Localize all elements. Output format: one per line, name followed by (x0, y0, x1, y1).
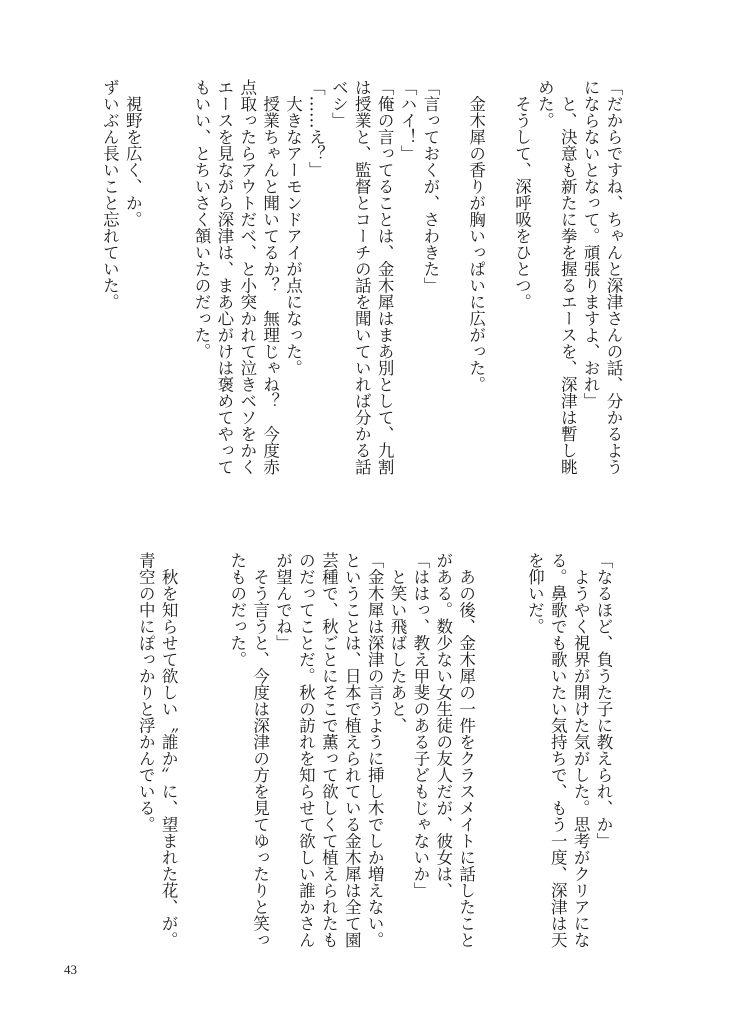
blank-line (179, 552, 202, 972)
text-line: 「ハイ！」 (397, 79, 417, 162)
text-line: を仰いだ。 (525, 552, 545, 635)
text-line: 「言っておくが、さわきた」 (420, 79, 440, 294)
text-line: にならないとなって。頑張りますよ、おれ」 (581, 79, 601, 409)
blank-line (487, 79, 510, 499)
text-line: 「金木犀は深津の言うように挿し木でしか増えない。 (365, 552, 385, 948)
text-line: のだってことだ。秋の訪れを知らせて欲しい誰かさん (296, 552, 316, 948)
text-line: めた。 (535, 79, 555, 129)
text-line: と笑い飛ばしたあと、 (387, 552, 407, 734)
upper-text-block (98, 79, 624, 499)
text-line: ずいぶん長いこと忘れていた。 (100, 79, 120, 310)
text-line: 青空の中にぽっかりと浮かんでいる。 (136, 552, 156, 833)
text-line: は授業と、監督とコーチの話を聞いていれば分かる話 (352, 79, 372, 475)
text-line: ということは、日本で植えられている金木犀は全て園 (342, 552, 362, 948)
blank-line (166, 79, 189, 499)
text-line: もいい、とちいさく頷いたのだった。 (191, 79, 211, 360)
text-line: ようやく視界が開けた気がした。思考がクリアにな (571, 552, 591, 948)
page-number: 43 (64, 962, 77, 977)
text-line: エースを見ながら深津は、まあ心がけは褒めてやって (214, 79, 234, 475)
text-line: 授業ちゃんと聞いてるか？ 無理じゃね？ 今度赤 (260, 79, 280, 475)
text-line: が望んでね」 (273, 552, 293, 651)
blank-line (477, 552, 500, 972)
blank-line (143, 79, 166, 499)
text-line: あの後、金木犀の一件をクラスメイトに話したこと (456, 552, 476, 948)
text-line: 「だからですね、ちゃんと深津さんの話、分かるよう (604, 79, 623, 475)
text-line: 金木犀の香りが胸いっぱいに広がった。 (466, 79, 486, 393)
blank-line (441, 79, 464, 499)
text-line: 大きなアーモンドアイが点になった。 (283, 79, 303, 376)
text-line: 「なるほど、負うた子に教えられ、か」 (594, 552, 613, 849)
text-line: 視野を広く、か。 (123, 79, 143, 228)
text-line: 秋を知らせて欲しい〝誰か〟に、望まれた花、が。 (159, 552, 179, 948)
text-line: と、決意も新たに拳を握るエースを、深津は暫し眺 (558, 79, 578, 475)
text-line: ベシ」 (329, 79, 349, 129)
text-line: そうして、深呼吸をひとつ。 (512, 79, 532, 310)
text-line: 芸種で、秋ごとにそこで薫って欲しくて植えられたも (319, 552, 339, 948)
blank-line (202, 552, 225, 972)
text-line: 「ははっ、教え甲斐のある子どもじゃないか」 (410, 552, 430, 899)
text-line: 「俺の言ってることは、金木犀はまあ別として、九割 (375, 79, 395, 475)
lower-text-block (133, 552, 614, 972)
blank-line (500, 552, 523, 972)
text-line: る。鼻歌でも歌いたい気持ちで、もう一度、深津は天 (548, 552, 568, 948)
text-line: がある。数少ない女生徒の友人だが、彼女は、 (433, 552, 453, 899)
text-line: 「……え？」 (306, 79, 326, 178)
text-line: たものだった。 (227, 552, 247, 668)
text-line: 点取ったらアウトだベ、と小突かれて泣きベソをかく (237, 79, 257, 475)
text-line: そう言うと、今度は深津の方を見てゆったりと笑っ (250, 552, 270, 948)
